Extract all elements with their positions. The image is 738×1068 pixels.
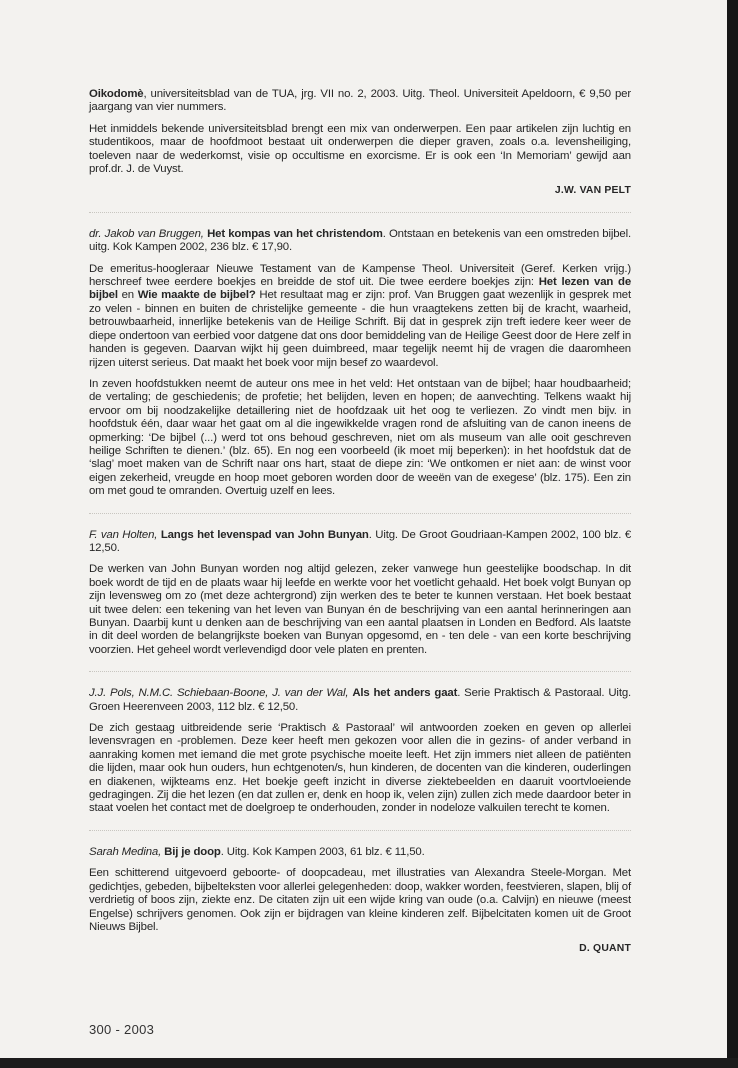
review-oikodome: [89, 88, 631, 198]
section-divider: [89, 212, 631, 213]
review-paragraph: De werken van John Bunyan worden nog altijd gelezen, zeker vanwege hun geestelijke boodschap. In dit boek wordt de tijd en de plaats waar hij leefde en werkte voor het voetlicht gehaald. Het boek volgt Bunyan op zijn levensweg om zo (met deze achtergrond) zijn werken des te beter te kunnen verstaan. Het boek bestaat uit twee delen: een tekening van het leven van Bunyan én de beschrijving van een aantal herinneringen aan Bunyan. Daarbij kunt u denken aan de beschrijving van een aantal plaatsen in Londen en Bedford. Als laatste in dit deel worden de belangrijkste boeken van Bunyan opgesomd, en - ten dele - van een korte beschrijving voorzien. Het geheel wordt verlevendigd door vele platen en prenten.: [89, 563, 631, 656]
review-title: Oikodomè: [89, 88, 144, 100]
review-text: De emeritus-hoogleraar Nieuwe Testament van de Kampense Theol. Universiteit (Geref. Kerken vrijg.) herschreef twee eerdere boekjes en breidde de stof uit. Die twee eerdere boekjes zijn:: [89, 262, 631, 289]
review-heading: [89, 687, 631, 714]
page-content: [89, 88, 631, 956]
review-kompas: [89, 228, 631, 499]
reviewer-signature: D. QUANT: [579, 943, 631, 955]
review-details: . Uitg. Kok Kampen 2003, 61 blz. € 11,50.: [220, 845, 425, 858]
review-author: F. van Holten,: [89, 528, 158, 541]
review-paragraph: Het inmiddels bekende universiteitsblad brengt een mix van onderwerpen. Een paar artikelen zijn luchtig en studentikoos, maar de hoofdmoot bestaat uit onderwerpen die dieper graven, zoals o.a. levensheiliging, toeleven naar de wederkomst, visie op occultisme en exorcisme. Er is ook een ‘In Memoriam’ gewijd aan prof.dr. J. de Vuyst.: [89, 122, 631, 176]
review-paragraph: De zich gestaag uitbreidende serie ‘Praktisch & Pastoraal’ wil antwoorden zoeken en geven op allerlei levensvragen en -problemen. Deze keer heeft men gekozen voor allen die in gezins- of ander verband in aanraking komen met iemand die met grote psychische moeite leeft. Het zijn immers niet alleen de patiënten die lijden, maar ook hun ouders, hun echtgenoten/s, hun kinderen, de docenten van die kinderen, ouderlingen en diakenen, wijkteams enz. Het boekje geeft inzicht in diverse ziektebeelden en daaruit voortvloeiende gedragingen. Zij die het lezen (en dat zullen er, denk en hoop ik, velen zijn) zullen zich mede daardoor beter in staat voelen het contact met de doelgroep te onderhouden, zonder in nodeloze valkuilen terecht te komen.: [89, 722, 631, 815]
review-details: , universiteitsblad van de TUA, jrg. VII no. 2, 2003. Uitg. Theol. Universiteit Apeldoorn, € 9,50 per jaargang van vier nummers.: [89, 88, 631, 114]
review-paragraph: In zeven hoofdstukken neemt de auteur ons mee in het veld: Het ontstaan van de bijbel; haar houdbaarheid; de vertaling; de geschiedenis; de profetie; het belijden, leven en hopen; de aanvechting. Telkens waakt hij ervoor om bij noodzakelijke detaillering niet de hoofdzaak uit het oog te verliezen. Zo vindt men bijv. in hoofdstuk één, daar waar het gaat om al die ingewikkelde vragen rond de afsluiting van de canon ineens de opmerking: ‘De bijbel (...) werd tot ons behoud geschreven, niet om als museum van alle ooit geschreven heilige Schriften te dienen.’ (blz. 65). En nog een voorbeeld (ik moet mij beperken): in het hoofdstuk dat de ‘slag’ moet maken van de Schrift naar ons hart, staat de diepe zin: ‘We ontkomen er niet aan: de winst voor eigen zekerheid, vreugde en hoop moet geboren worden door de weeën van de exegese’ (blz. 175). Een zin om met goud te omranden. Overtuig uzelf en lees.: [89, 377, 631, 498]
reviewer-signature: J.W. VAN PELT: [554, 185, 631, 197]
page-number: 300 - 2003: [89, 1022, 155, 1037]
review-text: Het resultaat mag er zijn: prof. Van Bruggen gaat wezenlijk in gesprek met zo velen - binnen en buiten de christelijke gemeente - die hun vraagtekens zetten bij de kracht, waarheid, betrouwbaarheid, innerlijke betekenis van de Heilige Schrift. Bij dat in gesprek zijn treft iedere keer weer de diepe ondertoon van eerbied voor datgene dat ons door bemiddeling van de Heilige Geest door de Here zelf in handen is gegeven. Daarvan wijkt hij geen duimbreed, maar tegelijk neemt hij de vragen die daaromheen rijzen uiterst serieus. Dat maakt het boek voor mijn besef zo waardevol.: [89, 289, 631, 369]
review-text: en: [117, 289, 138, 302]
review-details: . Uitg. De Groot Goudriaan-Kampen 2002, 100 blz. € 12,50.: [89, 528, 632, 554]
section-divider: [89, 513, 631, 514]
review-bij-je-doop: [89, 846, 631, 956]
review-heading: [89, 846, 631, 859]
scan-edge-right: [727, 0, 738, 1068]
section-divider: [89, 830, 631, 831]
review-anders-gaat: [89, 687, 631, 816]
review-title: Als het anders gaat: [352, 687, 458, 700]
review-details: . Serie Praktisch & Pastoraal. Uitg. Groen Heerenveen 2003, 112 blz. € 12,50.: [89, 687, 632, 713]
review-author: dr. Jakob van Bruggen,: [89, 227, 204, 240]
review-author: J.J. Pols, N.M.C. Schiebaan-Boone, J. van der Wal,: [89, 687, 349, 700]
review-bunyan: [89, 529, 631, 658]
review-heading: [89, 88, 631, 115]
book-title-ref: Wie maakte de bijbel?: [137, 289, 256, 302]
review-author: Sarah Medina,: [89, 845, 162, 858]
scan-edge-bottom: [0, 1058, 738, 1068]
review-title: Het kompas van het christendom: [207, 227, 383, 240]
review-title: Langs het levenspad van John Bunyan: [160, 528, 369, 541]
book-title-ref: Het lezen van de bijbel: [89, 276, 632, 302]
review-heading: [89, 228, 631, 255]
review-title: Bij je doop: [164, 845, 221, 858]
review-details: . Ontstaan en betekenis van een omstreden bijbel. uitg. Kok Kampen 2002, 236 blz. € 17,90.: [89, 227, 631, 254]
review-heading: [89, 529, 631, 556]
review-paragraph: [89, 263, 631, 370]
review-paragraph: Een schitterend uitgevoerd geboorte- of doopcadeau, met illustraties van Alexandra Steele-Morgan. Met gedichtjes, gebeden, bijbelteksten voor allerlei gelegenheden: doop, wakker worden, feestvieren, slapen, blij of verdrietig of boos zijn, ziekte enz. De citaten zijn uit een wijde kring van oude (o.a. Calvijn) en nieuwe (meest Engelse) schrijvers genomen. Ook zijn er bijdragen van kleine kinderen zelf. Bijbelcitaten komen uit de Groot Nieuws Bijbel.: [89, 867, 631, 933]
section-divider: [89, 671, 631, 672]
